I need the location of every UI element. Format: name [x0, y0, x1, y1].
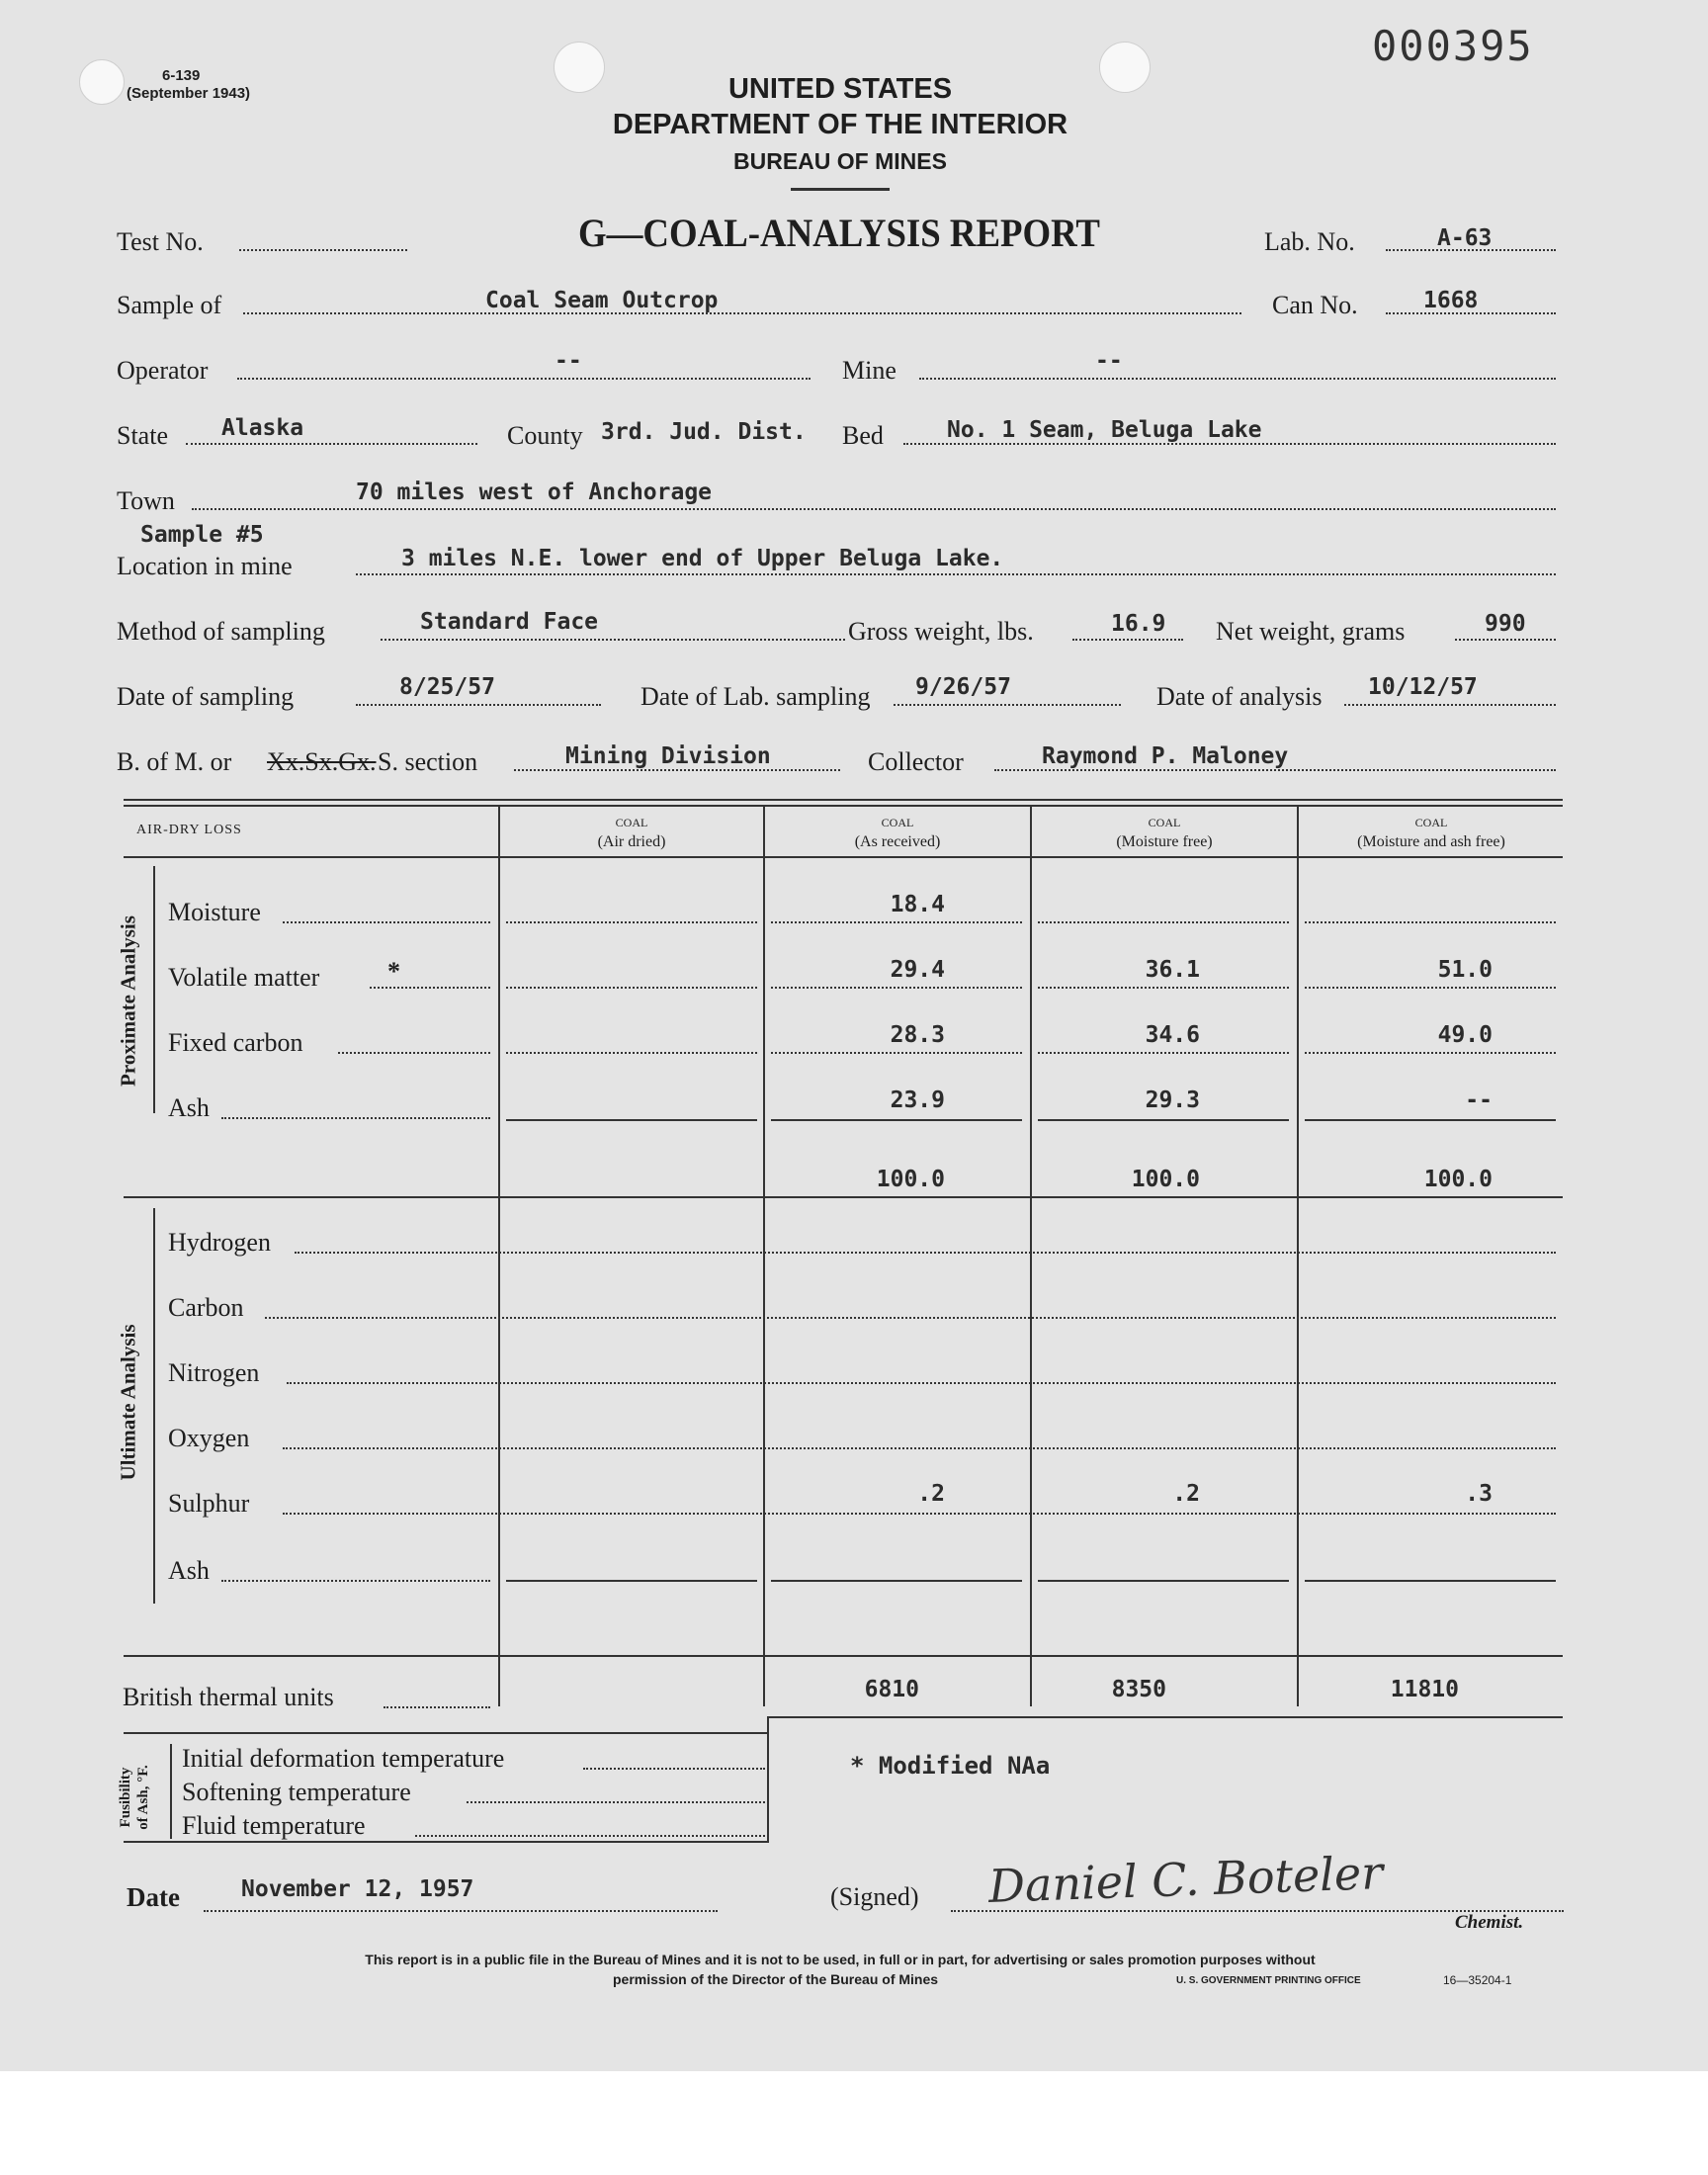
- form-number: 6-139: [162, 67, 201, 84]
- row-leader: [287, 1382, 1556, 1384]
- row-leader: [1038, 1052, 1289, 1054]
- table-rule-top: [124, 799, 1563, 801]
- date-sampling-value: 8/25/57: [399, 674, 495, 700]
- ash-moisture-ash-free: --: [1465, 1088, 1493, 1113]
- chemist-signature: Daniel C. Boteler: [987, 1846, 1384, 1913]
- sulphur-moisture-free: .2: [1172, 1481, 1200, 1507]
- row-leader: [771, 987, 1022, 989]
- test-no-label: Test No.: [117, 227, 204, 256]
- gross-weight-value: 16.9: [1111, 611, 1166, 637]
- sum-rule: [506, 1580, 757, 1582]
- gross-weight-label: Gross weight, lbs.: [848, 617, 1034, 646]
- fixed-carbon-moisture-ash-free: 49.0: [1437, 1022, 1493, 1048]
- row-leader: [338, 1052, 490, 1054]
- ash-as-received: 23.9: [890, 1088, 945, 1113]
- sum-rule: [771, 1580, 1022, 1582]
- state-line: [186, 443, 477, 445]
- ultimate-row-label: Sulphur: [168, 1489, 250, 1518]
- collector-label: Collector: [868, 747, 964, 776]
- proximate-analysis-label: Proximate Analysis: [116, 915, 140, 1087]
- row-leader: [771, 921, 1022, 923]
- column-header-sub: (As received): [854, 833, 941, 850]
- fusibility-side-label: [117, 1728, 152, 1867]
- btu-moisture-free: 8350: [1111, 1677, 1166, 1702]
- printer-imprint: U. S. GOVERNMENT PRINTING OFFICE: [1176, 1975, 1361, 1986]
- proximate-row-label: Volatile matter: [168, 963, 320, 992]
- section-label-suffix: S. section: [378, 747, 478, 776]
- operator-label: Operator: [117, 356, 209, 385]
- bed-line: [903, 443, 1556, 445]
- column-header-sub: (Air dried): [597, 833, 666, 850]
- row-leader: [1305, 987, 1556, 989]
- printer-code: 16—35204-1: [1443, 1973, 1512, 1987]
- volatile-matter-footnote-mark: *: [387, 957, 400, 986]
- fusibility-bracket: [170, 1744, 172, 1839]
- column-header-top: COAL: [1414, 816, 1448, 829]
- fluid-temperature-label: Fluid temperature: [182, 1811, 366, 1840]
- sum-rule: [506, 1119, 757, 1121]
- row-leader: [1038, 987, 1289, 989]
- date-analysis-line: [1344, 704, 1556, 706]
- column-header-as-received: [765, 813, 1030, 852]
- row-leader: [506, 1052, 757, 1054]
- btu-label: British thermal units: [123, 1683, 334, 1711]
- agency-country: UNITED STATES: [727, 73, 953, 105]
- date-label: Date: [127, 1882, 180, 1912]
- column-header-moisture-ash-free: [1299, 813, 1564, 852]
- sample-of-label: Sample of: [117, 291, 222, 319]
- section-label-prefix: B. of M. or: [117, 747, 232, 776]
- date-sampling-label: Date of sampling: [117, 682, 295, 711]
- row-leader: [283, 1513, 1556, 1515]
- chemist-label: Chemist.: [1455, 1912, 1524, 1933]
- ash-moisture-free: 29.3: [1145, 1088, 1200, 1113]
- sum-rule: [1038, 1580, 1289, 1582]
- town-line: [192, 508, 1556, 510]
- gross-weight-line: [1072, 639, 1183, 641]
- row-leader: [384, 1706, 490, 1708]
- net-weight-line: [1455, 639, 1556, 641]
- column-header-sub: (Moisture and ash free): [1357, 833, 1505, 850]
- row-leader: [283, 921, 490, 923]
- section-line: [514, 769, 840, 771]
- column-header-moisture-free: [1032, 813, 1297, 852]
- proximate-bracket: [153, 866, 155, 1113]
- method-value: Standard Face: [420, 609, 599, 635]
- sample-of-value: Coal Seam Outcrop: [485, 288, 719, 313]
- mine-line: [919, 378, 1556, 380]
- footnote: * Modified NAa: [850, 1752, 1051, 1780]
- column-header-top: COAL: [615, 816, 648, 829]
- report-date: November 12, 1957: [241, 1876, 474, 1902]
- fusibility-rule-bottom: [124, 1841, 769, 1843]
- ultimate-analysis-label: Ultimate Analysis: [116, 1324, 140, 1481]
- date-sampling-line: [356, 704, 601, 706]
- town-value: 70 miles west of Anchorage: [356, 479, 713, 505]
- row-leader: [583, 1768, 765, 1770]
- fixed-carbon-moisture-free: 34.6: [1145, 1022, 1200, 1048]
- date-analysis-value: 10/12/57: [1368, 674, 1478, 700]
- sum-rule: [1038, 1119, 1289, 1121]
- test-no-line: [239, 249, 407, 251]
- proximate-row-label: Moisture: [168, 898, 261, 926]
- date-line: [204, 1910, 718, 1912]
- collector-line: [994, 769, 1556, 771]
- can-no-label: Can No.: [1272, 291, 1358, 319]
- date-analysis-label: Date of analysis: [1156, 682, 1323, 711]
- operator-line: [237, 378, 811, 380]
- net-weight-value: 990: [1485, 611, 1526, 637]
- state-value: Alaska: [221, 415, 304, 441]
- can-no-value: 1668: [1423, 288, 1479, 313]
- fixed-carbon-as-received: 28.3: [890, 1022, 945, 1048]
- btu-moisture-ash-free: 11810: [1390, 1677, 1459, 1702]
- volatile-matter-as-received: 29.4: [890, 957, 945, 983]
- column-header-air-dried: [500, 813, 763, 852]
- softening-temperature-label: Softening temperature: [182, 1778, 411, 1806]
- column-rule: [1030, 805, 1032, 1706]
- operator-value: --: [555, 348, 582, 374]
- form-edition: (September 1943): [127, 85, 251, 102]
- section-value: Mining Division: [565, 743, 771, 769]
- agency-bureau: BUREAU OF MINES: [733, 148, 947, 174]
- air-dry-loss-header: AIR-DRY LOSS: [136, 823, 242, 837]
- total-moisture-ash-free: 100.0: [1423, 1167, 1493, 1192]
- row-leader: [506, 987, 757, 989]
- row-leader: [771, 1052, 1022, 1054]
- ultimate-bracket: [153, 1208, 155, 1604]
- sum-rule: [771, 1119, 1022, 1121]
- row-leader: [295, 1252, 1556, 1254]
- date-lab-label: Date of Lab. sampling: [640, 682, 871, 711]
- column-header-top: COAL: [881, 816, 914, 829]
- ultimate-row-label: Ash: [168, 1556, 210, 1585]
- method-label: Method of sampling: [117, 617, 325, 646]
- initial-deformation-label: Initial deformation temperature: [182, 1744, 505, 1773]
- column-rule: [1297, 805, 1299, 1706]
- total-moisture-free: 100.0: [1131, 1167, 1200, 1192]
- fusibility-rule-right: [767, 1716, 769, 1843]
- moisture-as-received: 18.4: [890, 892, 945, 917]
- table-header-rule: [124, 856, 1563, 858]
- lab-no-label: Lab. No.: [1264, 227, 1355, 256]
- row-leader: [1305, 1052, 1556, 1054]
- proximate-row-label: Ash: [168, 1093, 210, 1122]
- date-lab-line: [894, 704, 1121, 706]
- row-leader: [370, 987, 490, 989]
- state-label: State: [117, 421, 168, 450]
- row-leader: [1038, 921, 1289, 923]
- column-header-top: COAL: [1148, 816, 1181, 829]
- report-title: G—COAL-ANALYSIS REPORT: [578, 211, 1100, 255]
- net-weight-label: Net weight, grams: [1216, 617, 1406, 646]
- fusibility-side-label-line: of Ash, °F.: [135, 1765, 151, 1830]
- ultimate-row-label: Oxygen: [168, 1424, 250, 1452]
- section-label-struck: Xx.Sx.Gx.: [267, 747, 377, 776]
- ultimate-bottom-rule: [124, 1655, 1563, 1657]
- lab-no-value: A-63: [1437, 225, 1493, 251]
- location-line: [356, 573, 1556, 575]
- collector-value: Raymond P. Maloney: [1042, 743, 1289, 769]
- method-line: [381, 639, 845, 641]
- sample-number: Sample #5: [140, 522, 264, 548]
- column-rule: [498, 805, 500, 1706]
- btu-rule: [769, 1716, 1563, 1718]
- agency-department: DEPARTMENT OF THE INTERIOR: [612, 109, 1068, 140]
- row-leader: [506, 921, 757, 923]
- county-label: County: [507, 421, 583, 450]
- date-lab-value: 9/26/57: [915, 674, 1011, 700]
- header-rule: [791, 188, 890, 191]
- proximate-total-rule: [124, 1196, 1563, 1198]
- mine-value: --: [1095, 348, 1123, 374]
- document-number: 000395: [1372, 22, 1534, 70]
- row-leader: [467, 1801, 765, 1803]
- county-value: 3rd. Jud. Dist.: [601, 419, 807, 445]
- ultimate-row-label: Nitrogen: [168, 1358, 260, 1387]
- bed-label: Bed: [842, 421, 884, 450]
- row-leader: [1305, 921, 1556, 923]
- proximate-row-label: Fixed carbon: [168, 1028, 303, 1057]
- mine-label: Mine: [842, 356, 897, 385]
- sulphur-moisture-ash-free: .3: [1465, 1481, 1493, 1507]
- location-value: 3 miles N.E. lower end of Upper Beluga Lake.: [401, 546, 1004, 571]
- column-rule: [763, 805, 765, 1706]
- town-label: Town: [117, 486, 175, 515]
- disclaimer-line-1: This report is in a public file in the Bureau of Mines and it is not to be used, in full or in part, for advertising or sales promotion purposes without: [365, 1952, 1316, 1967]
- bed-value: No. 1 Seam, Beluga Lake: [947, 417, 1262, 443]
- sum-rule: [1305, 1119, 1556, 1121]
- signed-label: (Signed): [830, 1882, 919, 1911]
- row-leader: [265, 1317, 1556, 1319]
- sulphur-as-received: .2: [917, 1481, 945, 1507]
- fusibility-side-label-line: Fusibility: [118, 1767, 133, 1828]
- btu-as-received: 6810: [864, 1677, 919, 1702]
- row-leader: [221, 1580, 490, 1582]
- row-leader: [221, 1117, 490, 1119]
- ultimate-row-label: Hydrogen: [168, 1228, 271, 1257]
- volatile-matter-moisture-free: 36.1: [1145, 957, 1200, 983]
- sum-rule: [1305, 1580, 1556, 1582]
- disclaimer-line-2: permission of the Director of the Bureau of Mines: [613, 1971, 939, 1987]
- row-leader: [415, 1835, 765, 1837]
- table-rule-top-double: [124, 805, 1563, 807]
- column-header-sub: (Moisture free): [1116, 833, 1213, 850]
- ultimate-row-label: Carbon: [168, 1293, 244, 1322]
- fusibility-rule-top: [124, 1732, 769, 1734]
- total-as-received: 100.0: [876, 1167, 945, 1192]
- volatile-matter-moisture-ash-free: 51.0: [1437, 957, 1493, 983]
- location-label: Location in mine: [117, 552, 293, 580]
- sample-of-line: [243, 312, 1241, 314]
- row-leader: [283, 1447, 1556, 1449]
